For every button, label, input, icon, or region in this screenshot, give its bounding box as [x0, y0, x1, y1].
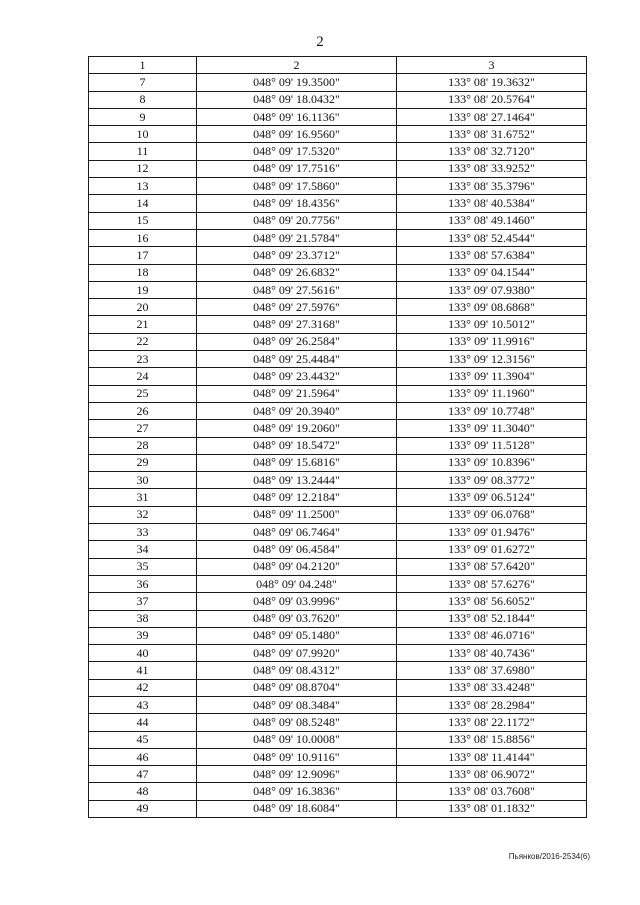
latitude-cell: 048° 09' 11.2500" — [197, 506, 397, 523]
longitude-cell: 133° 09' 06.0768" — [397, 506, 587, 523]
longitude-cell: 133° 08' 27.1464" — [397, 108, 587, 125]
latitude-cell: 048° 09' 21.5784" — [197, 229, 397, 246]
latitude-cell: 048° 09' 03.7620" — [197, 610, 397, 627]
latitude-cell: 048° 09' 17.5320" — [197, 143, 397, 160]
point-number-cell: 12 — [89, 160, 197, 177]
longitude-cell: 133° 08' 33.4248" — [397, 679, 587, 696]
point-number-cell: 33 — [89, 524, 197, 541]
point-number-cell: 7 — [89, 74, 197, 91]
table-row — [89, 264, 587, 281]
point-number-cell: 20 — [89, 299, 197, 316]
point-number-cell: 17 — [89, 247, 197, 264]
latitude-cell: 048° 09' 20.7756" — [197, 212, 397, 229]
latitude-cell: 048° 09' 23.3712" — [197, 247, 397, 264]
point-number-cell: 18 — [89, 264, 197, 281]
latitude-cell: 048° 09' 18.6084" — [197, 800, 397, 817]
longitude-cell: 133° 09' 10.5012" — [397, 316, 587, 333]
longitude-cell: 133° 08' 01.1832" — [397, 800, 587, 817]
table-row — [89, 143, 587, 160]
table-row — [89, 402, 587, 419]
point-number-cell: 26 — [89, 402, 197, 419]
latitude-cell: 048° 09' 17.7516" — [197, 160, 397, 177]
point-number-cell: 13 — [89, 178, 197, 195]
table-row — [89, 212, 587, 229]
latitude-cell: 048° 09' 27.3168" — [197, 316, 397, 333]
point-number-cell: 22 — [89, 333, 197, 350]
latitude-cell: 048° 09' 26.2584" — [197, 333, 397, 350]
point-number-cell: 21 — [89, 316, 197, 333]
header-row — [89, 57, 587, 74]
point-number-cell: 37 — [89, 593, 197, 610]
point-number-cell: 30 — [89, 472, 197, 489]
header-col-1: 1 — [89, 57, 197, 74]
latitude-cell: 048° 09' 03.9996" — [197, 593, 397, 610]
latitude-cell: 048° 09' 08.4312" — [197, 662, 397, 679]
longitude-cell: 133° 08' 20.5764" — [397, 91, 587, 108]
longitude-cell: 133° 09' 11.1960" — [397, 385, 587, 402]
point-number-cell: 34 — [89, 541, 197, 558]
longitude-cell: 133° 08' 28.2984" — [397, 696, 587, 713]
table-row — [89, 679, 587, 696]
latitude-cell: 048° 09' 04.248" — [197, 575, 397, 592]
table-row — [89, 368, 587, 385]
latitude-cell: 048° 09' 08.8704" — [197, 679, 397, 696]
table-row — [89, 714, 587, 731]
table-row — [89, 524, 587, 541]
latitude-cell: 048° 09' 18.5472" — [197, 437, 397, 454]
latitude-cell: 048° 09' 10.0008" — [197, 731, 397, 748]
table-row — [89, 766, 587, 783]
point-number-cell: 28 — [89, 437, 197, 454]
longitude-cell: 133° 08' 32.7120" — [397, 143, 587, 160]
table-row — [89, 575, 587, 592]
latitude-cell: 048° 09' 15.6816" — [197, 454, 397, 471]
longitude-cell: 133° 08' 52.1844" — [397, 610, 587, 627]
latitude-cell: 048° 09' 23.4432" — [197, 368, 397, 385]
table-row — [89, 247, 587, 264]
table-row — [89, 316, 587, 333]
point-number-cell: 39 — [89, 627, 197, 644]
point-number-cell: 45 — [89, 731, 197, 748]
longitude-cell: 133° 09' 10.7748" — [397, 402, 587, 419]
table-row — [89, 299, 587, 316]
table-row — [89, 454, 587, 471]
longitude-cell: 133° 09' 11.3040" — [397, 420, 587, 437]
point-number-cell: 35 — [89, 558, 197, 575]
header-col-3: 3 — [397, 57, 587, 74]
point-number-cell: 36 — [89, 575, 197, 592]
table-row — [89, 195, 587, 212]
table-row — [89, 91, 587, 108]
point-number-cell: 32 — [89, 506, 197, 523]
point-number-cell: 44 — [89, 714, 197, 731]
table-row — [89, 558, 587, 575]
longitude-cell: 133° 08' 31.6752" — [397, 126, 587, 143]
longitude-cell: 133° 09' 08.3772" — [397, 472, 587, 489]
longitude-cell: 133° 08' 37.6980" — [397, 662, 587, 679]
point-number-cell: 15 — [89, 212, 197, 229]
table-row — [89, 108, 587, 125]
longitude-cell: 133° 08' 22.1172" — [397, 714, 587, 731]
longitude-cell: 133° 08' 57.6276" — [397, 575, 587, 592]
latitude-cell: 048° 09' 06.7464" — [197, 524, 397, 541]
table-row — [89, 420, 587, 437]
table-row — [89, 731, 587, 748]
point-number-cell: 46 — [89, 748, 197, 765]
table-row — [89, 229, 587, 246]
table-row — [89, 783, 587, 800]
longitude-cell: 133° 08' 35.3796" — [397, 178, 587, 195]
longitude-cell: 133° 08' 11.4144" — [397, 748, 587, 765]
longitude-cell: 133° 09' 11.3904" — [397, 368, 587, 385]
table-row — [89, 333, 587, 350]
latitude-cell: 048° 09' 06.4584" — [197, 541, 397, 558]
latitude-cell: 048° 09' 12.2184" — [197, 489, 397, 506]
latitude-cell: 048° 09' 21.5964" — [197, 385, 397, 402]
document-reference: Пьянков/2016-2534(6) — [508, 852, 590, 861]
longitude-cell: 133° 09' 11.5128" — [397, 437, 587, 454]
longitude-cell: 133° 08' 46.0716" — [397, 627, 587, 644]
latitude-cell: 048° 09' 26.6832" — [197, 264, 397, 281]
latitude-cell: 048° 09' 16.3836" — [197, 783, 397, 800]
latitude-cell: 048° 09' 27.5616" — [197, 281, 397, 298]
longitude-cell: 133° 09' 07.9380" — [397, 281, 587, 298]
point-number-cell: 16 — [89, 229, 197, 246]
table-row — [89, 489, 587, 506]
longitude-cell: 133° 08' 06.9072" — [397, 766, 587, 783]
point-number-cell: 48 — [89, 783, 197, 800]
latitude-cell: 048° 09' 12.9096" — [197, 766, 397, 783]
latitude-cell: 048° 09' 20.3940" — [197, 402, 397, 419]
table-row — [89, 385, 587, 402]
point-number-cell: 47 — [89, 766, 197, 783]
latitude-cell: 048° 09' 08.5248" — [197, 714, 397, 731]
latitude-cell: 048° 09' 04.2120" — [197, 558, 397, 575]
longitude-cell: 133° 08' 56.6052" — [397, 593, 587, 610]
longitude-cell: 133° 09' 01.9476" — [397, 524, 587, 541]
latitude-cell: 048° 09' 16.9560" — [197, 126, 397, 143]
table-row — [89, 662, 587, 679]
longitude-cell: 133° 09' 11.9916" — [397, 333, 587, 350]
latitude-cell: 048° 09' 19.2060" — [197, 420, 397, 437]
longitude-cell: 133° 09' 04.1544" — [397, 264, 587, 281]
latitude-cell: 048° 09' 19.3500" — [197, 74, 397, 91]
table-body — [89, 74, 587, 818]
table-row — [89, 800, 587, 817]
longitude-cell: 133° 08' 15.8856" — [397, 731, 587, 748]
longitude-cell: 133° 09' 01.6272" — [397, 541, 587, 558]
longitude-cell: 133° 08' 19.3632" — [397, 74, 587, 91]
latitude-cell: 048° 09' 08.3484" — [197, 696, 397, 713]
point-number-cell: 25 — [89, 385, 197, 402]
latitude-cell: 048° 09' 18.4356" — [197, 195, 397, 212]
longitude-cell: 133° 08' 33.9252" — [397, 160, 587, 177]
table-row — [89, 506, 587, 523]
point-number-cell: 23 — [89, 351, 197, 368]
point-number-cell: 11 — [89, 143, 197, 160]
point-number-cell: 8 — [89, 91, 197, 108]
longitude-cell: 133° 08' 40.7436" — [397, 645, 587, 662]
table-row — [89, 351, 587, 368]
table-row — [89, 126, 587, 143]
table-row — [89, 696, 587, 713]
table-header — [89, 57, 587, 74]
point-number-cell: 40 — [89, 645, 197, 662]
table-row — [89, 610, 587, 627]
longitude-cell: 133° 08' 57.6420" — [397, 558, 587, 575]
latitude-cell: 048° 09' 05.1480" — [197, 627, 397, 644]
longitude-cell: 133° 09' 10.8396" — [397, 454, 587, 471]
longitude-cell: 133° 09' 08.6868" — [397, 299, 587, 316]
page-number: 2 — [316, 34, 324, 50]
point-number-cell: 49 — [89, 800, 197, 817]
point-number-cell: 14 — [89, 195, 197, 212]
point-number-cell: 38 — [89, 610, 197, 627]
point-number-cell: 31 — [89, 489, 197, 506]
latitude-cell: 048° 09' 17.5860" — [197, 178, 397, 195]
coordinates-table — [88, 56, 587, 818]
table-row — [89, 472, 587, 489]
latitude-cell: 048° 09' 18.0432" — [197, 91, 397, 108]
latitude-cell: 048° 09' 25.4484" — [197, 351, 397, 368]
table-row — [89, 160, 587, 177]
header-col-2: 2 — [197, 57, 397, 74]
point-number-cell: 9 — [89, 108, 197, 125]
point-number-cell: 43 — [89, 696, 197, 713]
point-number-cell: 29 — [89, 454, 197, 471]
latitude-cell: 048° 09' 10.9116" — [197, 748, 397, 765]
longitude-cell: 133° 08' 52.4544" — [397, 229, 587, 246]
table-row — [89, 627, 587, 644]
table-row — [89, 748, 587, 765]
table-row — [89, 437, 587, 454]
longitude-cell: 133° 08' 57.6384" — [397, 247, 587, 264]
longitude-cell: 133° 08' 03.7608" — [397, 783, 587, 800]
longitude-cell: 133° 09' 12.3156" — [397, 351, 587, 368]
latitude-cell: 048° 09' 07.9920" — [197, 645, 397, 662]
point-number-cell: 27 — [89, 420, 197, 437]
longitude-cell: 133° 08' 40.5384" — [397, 195, 587, 212]
latitude-cell: 048° 09' 13.2444" — [197, 472, 397, 489]
table-row — [89, 178, 587, 195]
table-row — [89, 541, 587, 558]
longitude-cell: 133° 08' 49.1460" — [397, 212, 587, 229]
point-number-cell: 19 — [89, 281, 197, 298]
point-number-cell: 42 — [89, 679, 197, 696]
table-row — [89, 74, 587, 91]
latitude-cell: 048° 09' 27.5976" — [197, 299, 397, 316]
longitude-cell: 133° 09' 06.5124" — [397, 489, 587, 506]
table-row — [89, 593, 587, 610]
point-number-cell: 41 — [89, 662, 197, 679]
latitude-cell: 048° 09' 16.1136" — [197, 108, 397, 125]
point-number-cell: 24 — [89, 368, 197, 385]
point-number-cell: 10 — [89, 126, 197, 143]
table-row — [89, 645, 587, 662]
table-row — [89, 281, 587, 298]
